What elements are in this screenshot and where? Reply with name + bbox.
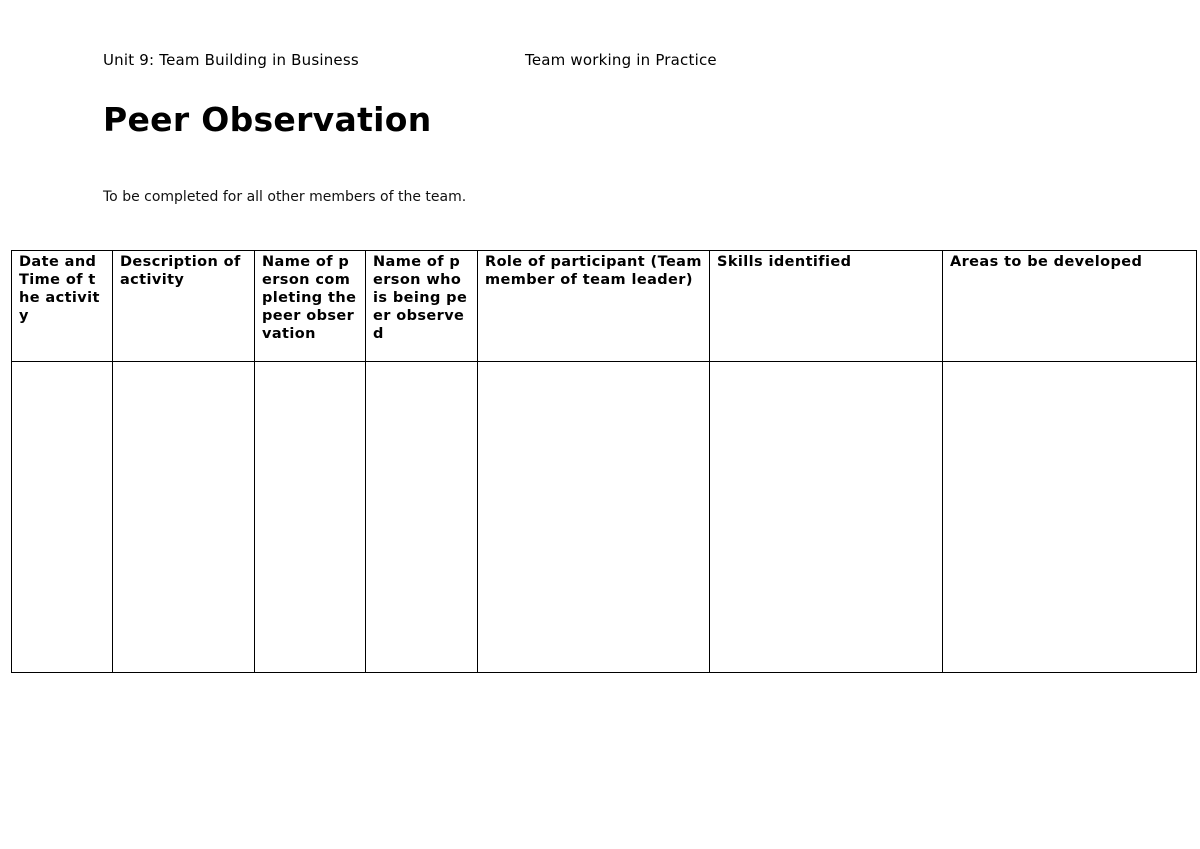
cell-observer-name[interactable] bbox=[255, 362, 366, 673]
page-title: Peer Observation bbox=[103, 100, 432, 139]
instruction-text: To be completed for all other members of the team. bbox=[103, 189, 467, 205]
table-row bbox=[12, 362, 1197, 673]
cell-observed-name[interactable] bbox=[366, 362, 478, 673]
column-header-areas: Areas to be developed bbox=[943, 251, 1197, 362]
column-header-skills: Skills identified bbox=[710, 251, 943, 362]
column-header-description: Description of activity bbox=[113, 251, 255, 362]
cell-skills[interactable] bbox=[710, 362, 943, 673]
cell-date-time[interactable] bbox=[12, 362, 113, 673]
peer-observation-table bbox=[11, 250, 1197, 673]
cell-areas[interactable] bbox=[943, 362, 1197, 673]
cell-description[interactable] bbox=[113, 362, 255, 673]
table-header-row bbox=[12, 251, 1197, 362]
column-header-role: Role of participant (Team member of team leader) bbox=[478, 251, 710, 362]
column-header-observed-name: Name of person who is being peer observed bbox=[366, 251, 478, 362]
column-header-date-time: Date and Time of the activity bbox=[12, 251, 113, 362]
topic-heading: Team working in Practice bbox=[525, 51, 717, 69]
cell-role[interactable] bbox=[478, 362, 710, 673]
column-header-observer-name: Name of person completing the peer observation bbox=[255, 251, 366, 362]
unit-heading: Unit 9: Team Building in Business bbox=[103, 51, 359, 69]
